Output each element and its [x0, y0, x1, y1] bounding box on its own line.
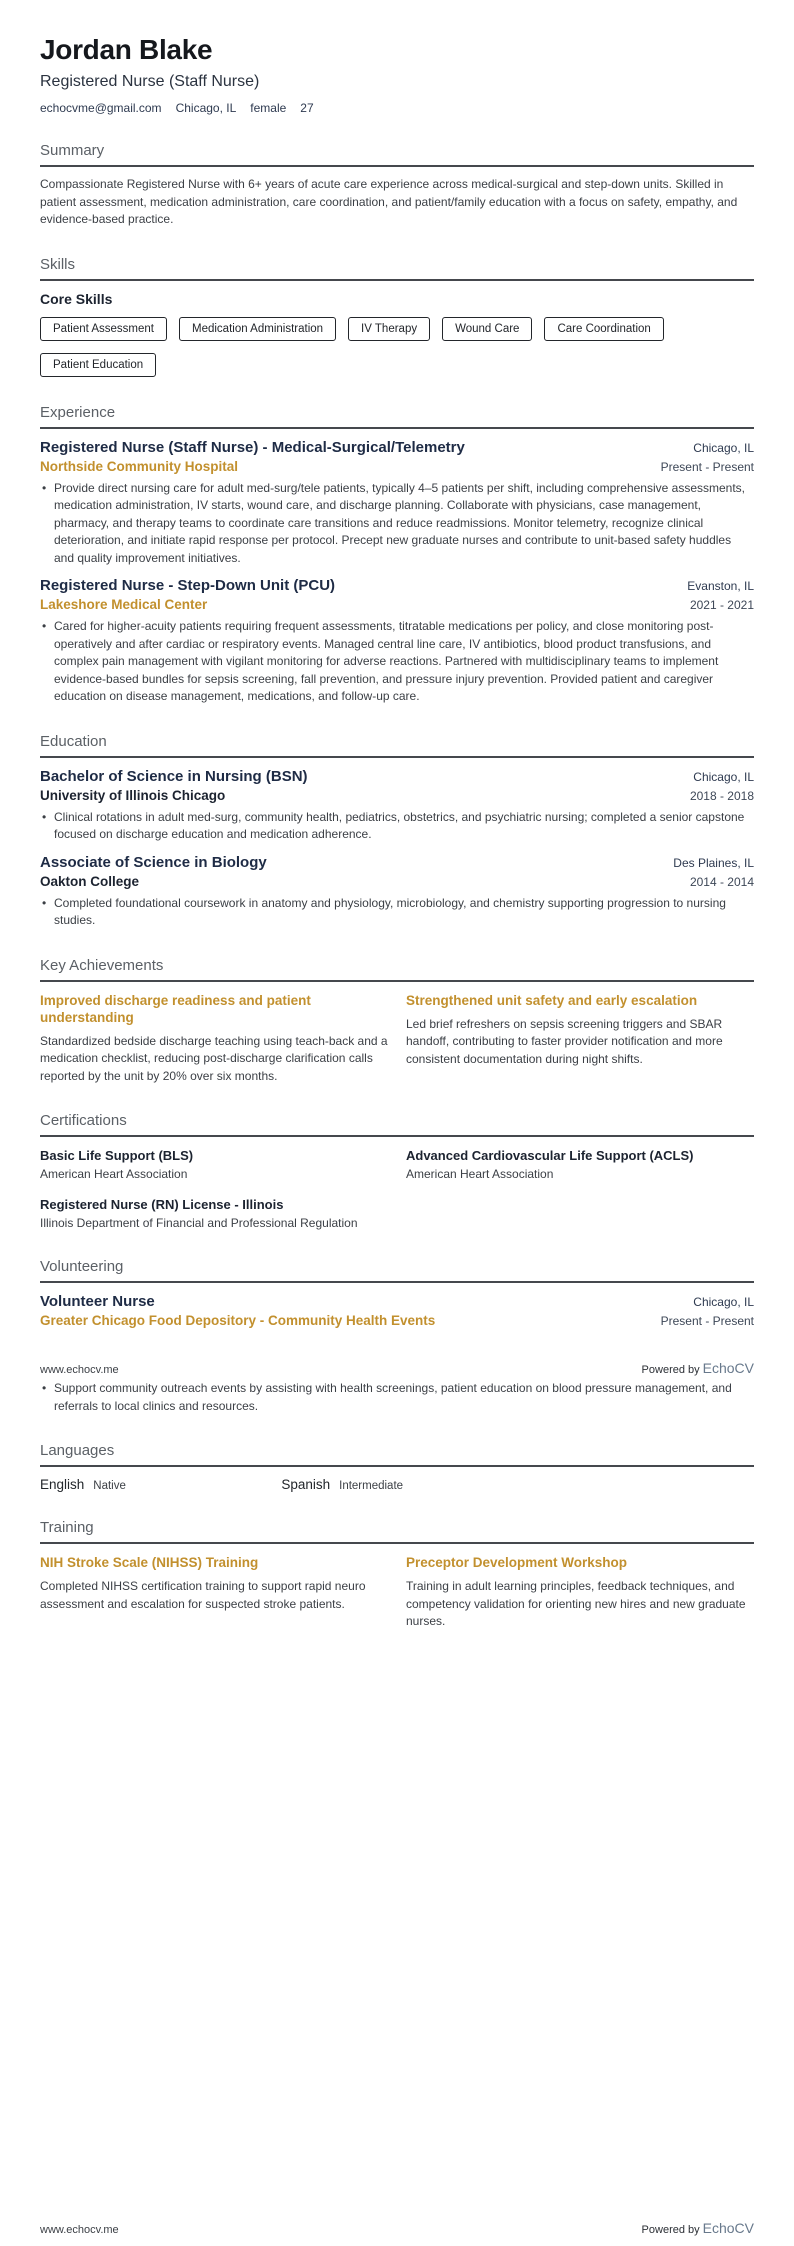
volunteering-bullet-continued	[40, 1380, 754, 1415]
section-divider	[40, 756, 754, 758]
education-bullet: • Clinical rotations in adult med-surg, community health, pediatrics, obstetrics, and psychiatric nursing; completed a senior capstone focused on discharge education and medication adherence.	[40, 809, 754, 844]
training-grid	[40, 1554, 754, 1631]
certification-issuer: American Heart Association	[406, 1167, 554, 1181]
school-location: Chicago, IL	[693, 769, 754, 784]
echocv-brand: EchoCV	[702, 1360, 754, 1376]
skills-chip-list	[40, 317, 754, 377]
section-divider	[40, 980, 754, 982]
job-title: Registered Nurse - Step-Down Unit (PCU)	[40, 577, 336, 594]
echocv-brand: EchoCV	[702, 2220, 754, 2236]
training-section-label: Training	[40, 1519, 94, 1536]
powered-by	[642, 1360, 754, 1376]
languages-grid	[40, 1477, 754, 1492]
section-divider	[40, 1281, 754, 1283]
contact-line	[40, 101, 754, 115]
candidate-title: Registered Nurse (Staff Nurse)	[40, 73, 260, 90]
certification-name: Advanced Cardiovascular Life Support (ACLS)	[406, 1148, 694, 1163]
certifications-grid	[40, 1147, 754, 1231]
achievements-section	[40, 957, 754, 1086]
language-name: English	[40, 1477, 85, 1492]
achievement-title: Strengthened unit safety and early escalation	[406, 992, 698, 1008]
volunteer-role: Volunteer Nurse	[40, 1293, 155, 1310]
section-divider	[40, 1135, 754, 1137]
job-bullets	[40, 618, 754, 706]
achievements-section-label: Key Achievements	[40, 956, 164, 974]
education-bullets	[40, 895, 754, 930]
experience-entry	[40, 438, 754, 568]
section-divider	[40, 279, 754, 281]
certification-issuer: Illinois Department of Financial and Professional Regulation	[40, 1216, 358, 1230]
powered-by-prefix: Powered by	[641, 1364, 700, 1376]
job-dates: 2021 - 2021	[689, 598, 754, 612]
job-bullet: • Provide direct nursing care for adult med-surg/tele patients, typically 4–5 patients per shift, including comprehensive assessments, medication administration, IV starts, wound care, and discharge planning. Collaborate with physicians, case management, pharmacy, and therapy teams to coordinate care transitions and reduce readmissions. Monitor telemetry, recognize clinical deterioration, and initiate rapid response per protocol. Precept new graduate nurses and contribute to unit-based safety huddles and quality improvement initiatives.	[40, 480, 754, 568]
achievement-text: Led brief refreshers on sepsis screening triggers and SBAR handoff, contributing to faster provider notification and more consistent documentation during night shifts.	[406, 1016, 723, 1066]
skill-chip: Patient Education	[40, 353, 156, 377]
education-dates: 2018 - 2018	[689, 788, 754, 803]
achievements-grid	[40, 992, 754, 1086]
certifications-section-label: Certifications	[40, 1112, 127, 1129]
powered-by	[642, 2220, 754, 2236]
language-item	[281, 1477, 512, 1492]
education-dates: 2014 - 2014	[689, 874, 754, 889]
section-divider	[40, 165, 754, 167]
section-divider	[40, 1465, 754, 1467]
job-location: Evanston, IL	[687, 579, 754, 593]
certification-item	[406, 1147, 754, 1182]
training-text: Training in adult learning principles, feedback techniques, and competency validation for orienting new hires and new graduate nurses.	[406, 1579, 746, 1628]
languages-section	[40, 1442, 754, 1492]
training-section	[40, 1519, 754, 1631]
volunteer-dates: Present - Present	[660, 1314, 754, 1328]
training-text: Completed NIHSS certification training to support rapid neuro assessment and escalation for suspected stroke patients.	[40, 1579, 366, 1611]
job-bullets	[40, 480, 754, 568]
email-link[interactable]: echocvme@gmail.com	[40, 101, 162, 115]
skill-chip: Care Coordination	[544, 317, 663, 341]
school-name: University of Illinois Chicago	[40, 787, 226, 803]
education-section-label: Education	[40, 732, 107, 750]
volunteer-bullet: • Support community outreach events by assisting with health screenings, patient education on blood pressure management, and referrals to local clinics and resources.	[40, 1380, 754, 1415]
job-company: Northside Community Hospital	[40, 458, 239, 474]
achievement-text: Standardized bedside discharge teaching using teach-back and a medication checklist, reducing post-discharge clarification calls reported by the unit by 20% over six months.	[40, 1033, 388, 1083]
achievement-item	[40, 992, 388, 1086]
section-divider	[40, 427, 754, 429]
summary-section	[40, 142, 754, 229]
education-entry	[40, 853, 754, 930]
education-bullet: • Completed foundational coursework in anatomy and physiology, microbiology, and chemistry supporting progression to nursing studies.	[40, 895, 754, 930]
volunteer-location: Chicago, IL	[693, 1295, 754, 1309]
certification-name: Registered Nurse (RN) License - Illinois	[40, 1197, 284, 1212]
contact-age: 27	[300, 101, 314, 115]
footer-site-link[interactable]: www.echocv.me	[40, 2224, 119, 2236]
skill-chip: Medication Administration	[179, 317, 336, 341]
language-level: Intermediate	[339, 1480, 404, 1492]
education-section	[40, 733, 754, 930]
job-location: Chicago, IL	[693, 440, 754, 455]
summary-text: Compassionate Registered Nurse with 6+ years of acute care experience across medical-surgical and step-down units. Skilled in patient assessment, medication administration, care coordination, and patient/family education with a focus on safety, empathy, and evidence-based practice.	[40, 177, 738, 226]
training-title: Preceptor Development Workshop	[406, 1555, 628, 1570]
degree-name: Bachelor of Science in Nursing (BSN)	[40, 767, 308, 785]
candidate-name: Jordan Blake	[40, 34, 213, 65]
contact-location: Chicago, IL	[175, 101, 237, 115]
footer-site-link[interactable]: www.echocv.me	[40, 1364, 119, 1376]
degree-name: Associate of Science in Biology	[40, 853, 267, 871]
job-company: Lakeshore Medical Center	[40, 597, 208, 612]
powered-by-prefix: Powered by	[641, 2224, 700, 2236]
volunteering-section-label: Volunteering	[40, 1258, 124, 1275]
page2-footer	[40, 2220, 754, 2236]
job-bullet: • Cared for higher-acuity patients requiring frequent assessments, titratable medications per policy, and close monitoring post-operatively and after cardiac or respiratory events. Managed central line care, IV antibiotics, blood product transfusions, and complex pain management with vigilant monitoring for adverse reactions. Partnered with multidisciplinary teams to implement evidence-based bundles for sepsis screening, fall prevention, and pressure injury prevention. Provided patient and caregiver education on disease management, medications, and follow-up care.	[40, 618, 754, 706]
experience-entry	[40, 576, 754, 706]
contact-gender: female	[250, 101, 287, 115]
training-title: NIH Stroke Scale (NIHSS) Training	[40, 1555, 259, 1570]
volunteer-org: Greater Chicago Food Depository - Community Health Events	[40, 1313, 436, 1328]
language-level: Native	[93, 1480, 126, 1492]
volunteering-section	[40, 1258, 754, 1330]
school-location: Des Plaines, IL	[673, 855, 754, 870]
skills-section	[40, 256, 754, 377]
certifications-section	[40, 1112, 754, 1231]
section-divider	[40, 1542, 754, 1544]
skills-section-label: Skills	[40, 255, 76, 273]
skill-chip: Patient Assessment	[40, 317, 167, 341]
certification-name: Basic Life Support (BLS)	[40, 1148, 194, 1163]
skill-chip: IV Therapy	[348, 317, 430, 341]
training-item	[40, 1554, 388, 1631]
resume-header	[40, 34, 754, 115]
achievement-item	[406, 992, 754, 1086]
languages-section-label: Languages	[40, 1442, 115, 1459]
skill-chip: Wound Care	[442, 317, 532, 341]
language-item	[40, 1477, 271, 1492]
volunteering-entry	[40, 1292, 754, 1330]
training-item	[406, 1554, 754, 1631]
language-name: Spanish	[281, 1477, 331, 1492]
job-dates: Present - Present	[660, 459, 754, 474]
certification-issuer: American Heart Association	[40, 1167, 188, 1181]
page1-footer	[40, 1360, 754, 1376]
job-title: Registered Nurse (Staff Nurse) - Medical-Surgical/Telemetry	[40, 438, 465, 456]
education-bullets	[40, 809, 754, 844]
skills-group-title: Core Skills	[40, 290, 113, 307]
school-name: Oakton College	[40, 873, 140, 889]
certification-item	[40, 1196, 388, 1231]
achievement-title: Improved discharge readiness and patient understanding	[40, 992, 311, 1025]
summary-section-label: Summary	[40, 142, 105, 159]
experience-section	[40, 404, 754, 706]
education-entry	[40, 767, 754, 844]
experience-section-label: Experience	[40, 403, 116, 421]
certification-item	[40, 1147, 388, 1182]
